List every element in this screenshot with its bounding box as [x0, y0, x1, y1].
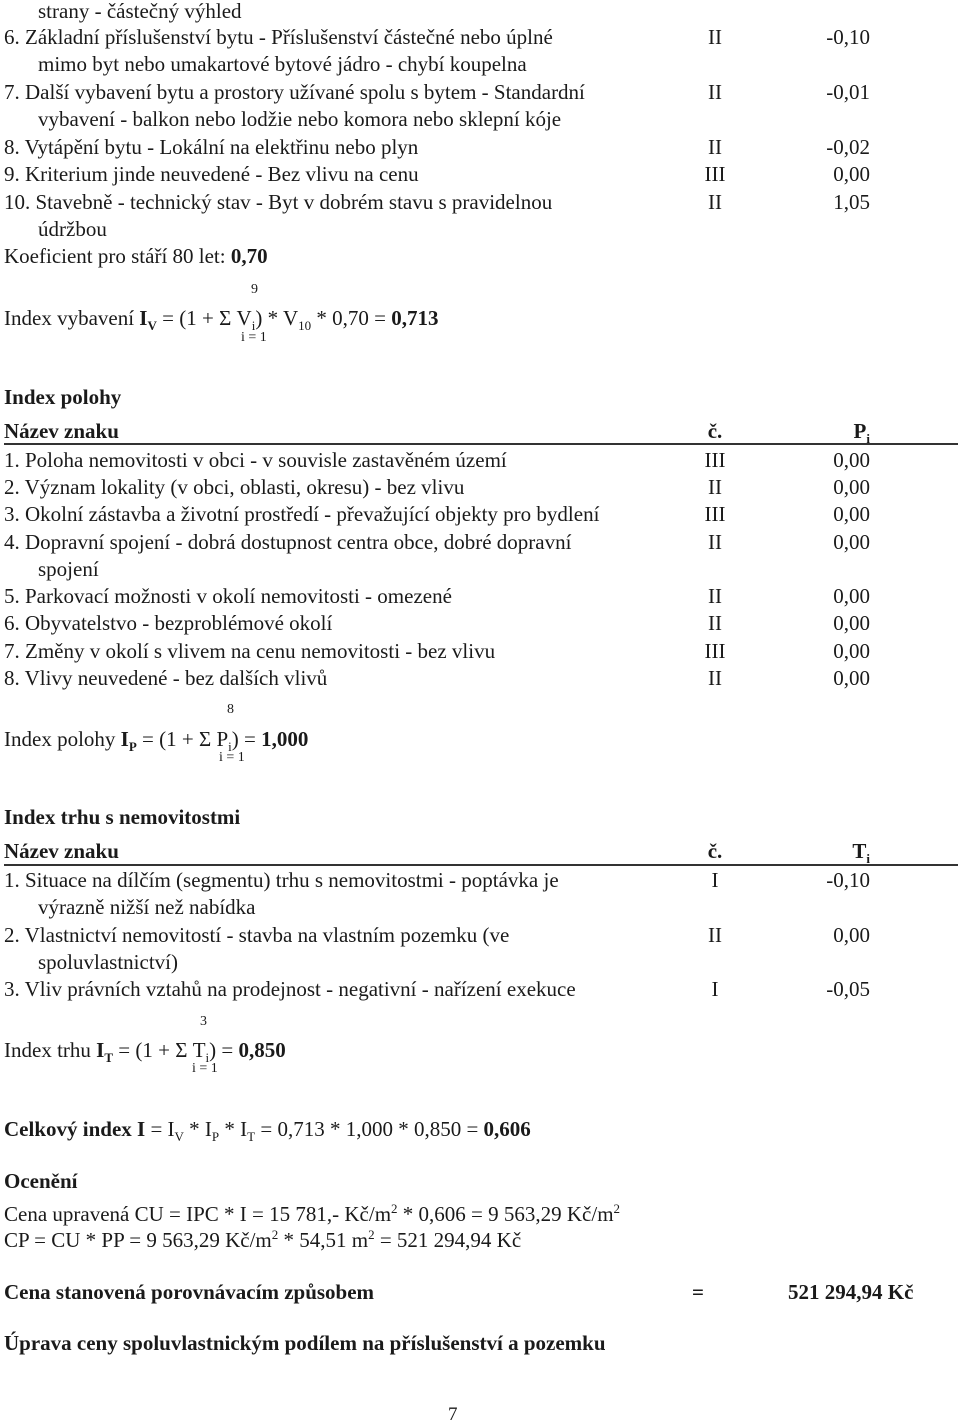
formula-term-sub: i	[251, 318, 256, 334]
sigma-icon: Σ	[219, 306, 232, 330]
valuation-line-cu	[4, 1201, 620, 1227]
sigma-icon: Σ	[198, 727, 212, 751]
row-text: 9. Kriterium jinde neuvedené - Bez vlivu na cenu	[4, 162, 419, 186]
formula-symbol-sub: P	[128, 739, 137, 755]
row-text: mimo byt nebo umakartové bytové jádro - chybí koupelna	[38, 52, 527, 76]
formula-result: 0,850	[238, 1038, 286, 1062]
formula-result: 1,000	[261, 727, 309, 751]
valuation-line-cp	[4, 1227, 521, 1253]
formula-result: 0,713	[391, 306, 439, 330]
total-sub-t: T	[247, 1129, 256, 1145]
cu-part-b: * 0,606 = 9 563,29 Kč/m	[402, 1202, 614, 1226]
valuation-title: Ocenění	[4, 1169, 78, 1193]
row-text: spoluvlastnictví)	[38, 950, 178, 974]
row-class: II	[708, 584, 722, 608]
row-class: II	[708, 475, 722, 499]
formula-eq: = (1 +	[118, 1038, 170, 1062]
row-value: 0,00	[833, 639, 870, 663]
age-coef-value: 0,70	[230, 244, 268, 268]
final-price-eq: =	[692, 1280, 704, 1304]
row-text: vybavení - balkon nebo lodžie nebo komora nebo sklepní kóje	[38, 107, 562, 131]
row-class: I	[711, 868, 719, 892]
row-text: údržbou	[38, 217, 107, 241]
formula-tail: * 0,70 =	[316, 306, 386, 330]
col-header-val	[750, 838, 870, 867]
formula-term: V	[236, 306, 252, 330]
cp-sup-1: 2	[271, 1227, 279, 1242]
row-text: 5. Parkovací možnosti v okolí nemovitosti - omezené	[4, 584, 452, 608]
row-text: 4. Dopravní spojení - dobrá dostupnost centra obce, dobré dopravní	[4, 530, 572, 554]
total-mul-2: * I	[224, 1117, 248, 1141]
row-value: -0,05	[826, 977, 870, 1001]
total-result: 0,606	[483, 1117, 531, 1141]
row-class: III	[704, 502, 726, 526]
total-label: Celkový index I	[4, 1117, 146, 1141]
row-class: II	[708, 923, 722, 947]
cu-sup-1: 2	[391, 1201, 398, 1216]
formula-symbol: I	[120, 727, 129, 751]
row-value: 0,00	[833, 611, 870, 635]
header-rule	[4, 443, 958, 445]
formula-index-trhu	[4, 1037, 286, 1066]
formula-eq: = (1 +	[142, 727, 194, 751]
col-header-no: č.	[707, 419, 723, 443]
formula-prefix: Index vybavení	[4, 306, 135, 330]
row-text: 3. Okolní zástavba a životní prostředí - převažující objekty pro bydlení	[4, 502, 600, 526]
formula-symbol-sub: T	[104, 1050, 114, 1066]
row-text: spojení	[38, 557, 99, 581]
page-number: 7	[448, 1404, 458, 1425]
cp-sup-2: 2	[368, 1227, 375, 1242]
row-class: II	[708, 135, 722, 159]
sum-bottom: i = 1	[241, 330, 267, 345]
row-class: II	[708, 530, 722, 554]
sum-top: 3	[200, 1014, 207, 1029]
sigma-icon: Σ	[175, 1038, 188, 1062]
col-val-sub: i	[866, 851, 870, 867]
formula-tail: ) =	[209, 1038, 234, 1062]
formula-prefix: Index polohy	[4, 727, 116, 751]
formula-symbol-sub: V	[147, 318, 157, 334]
header-rule	[4, 864, 958, 866]
col-header-name: Název znaku	[4, 419, 119, 443]
formula-tail: ) =	[231, 727, 256, 751]
row-text: strany - částečný výhled	[38, 0, 242, 23]
row-value: 1,05	[833, 190, 870, 214]
row-class: III	[704, 162, 726, 186]
col-val-symbol: P	[853, 419, 867, 443]
row-class: II	[708, 666, 722, 690]
formula-index-polohy	[4, 726, 309, 755]
row-value: 0,00	[833, 584, 870, 608]
col-header-no: č.	[707, 839, 723, 863]
col-val-sub: i	[866, 431, 870, 447]
cp-part-b: * 54,51 m	[283, 1228, 369, 1252]
adjustment-title: Úprava ceny spoluvlastnickým podílem na příslušenství a pozemku	[4, 1331, 606, 1355]
row-value: 0,00	[833, 448, 870, 472]
row-class: II	[708, 611, 722, 635]
final-price-label: Cena stanovená porovnávacím způsobem	[4, 1280, 375, 1304]
row-class: III	[704, 639, 726, 663]
row-class: II	[708, 190, 722, 214]
sum-bottom: i = 1	[219, 750, 245, 765]
row-text: 2. Vlastnictví nemovitostí - stavba na vlastním pozemku (ve	[4, 923, 510, 947]
total-sub-p: P	[211, 1129, 220, 1145]
sum-bottom: i = 1	[192, 1061, 218, 1076]
row-text: 1. Poloha nemovitosti v obci - v souvisle zastavěném území	[4, 448, 507, 472]
total-index	[4, 1116, 531, 1145]
final-price-value: 521 294,94 Kč	[788, 1280, 914, 1304]
col-header-name: Název znaku	[4, 839, 119, 863]
row-text: 6. Obyvatelstvo - bezproblémové okolí	[4, 611, 333, 635]
cp-part-c: = 521 294,94 Kč	[379, 1228, 522, 1252]
row-text: 1. Situace na dílčím (segmentu) trhu s nemovitostmi - poptávka je	[4, 868, 559, 892]
cp-part-a: CP = CU * PP = 9 563,29 Kč/m	[4, 1228, 272, 1252]
row-value: 0,00	[833, 923, 870, 947]
row-value: 0,00	[833, 162, 870, 186]
row-text: 8. Vytápění bytu - Lokální na elektřinu nebo plyn	[4, 135, 419, 159]
sum-top: 9	[251, 282, 258, 297]
section-title-polohy: Index polohy	[4, 385, 122, 409]
total-sub-v: V	[174, 1129, 184, 1145]
cu-part-a: Cena upravená CU = IPC * I = 15 781,- Kč/m	[4, 1202, 392, 1226]
total-tail: = 0,713 * 1,000 * 0,850 =	[260, 1117, 479, 1141]
formula-term-sub: i	[205, 1050, 210, 1066]
row-text: 10. Stavebně - technický stav - Byt v dobrém stavu s pravidelnou	[4, 190, 553, 214]
sum-top: 8	[227, 702, 234, 717]
age-coef-label: Koeficient pro stáří 80 let:	[4, 244, 226, 268]
formula-term: P	[216, 727, 229, 751]
col-val-symbol: T	[852, 839, 867, 863]
formula-symbol: I	[96, 1038, 105, 1062]
row-text: 8. Vlivy neuvedené - bez dalších vlivů	[4, 666, 328, 690]
cu-sup-2: 2	[613, 1201, 621, 1216]
row-text: 3. Vliv právních vztahů na prodejnost - negativní - nařízení exekuce	[4, 977, 576, 1001]
formula-term: T	[192, 1038, 206, 1062]
row-value: 0,00	[833, 475, 870, 499]
formula-index-vybaveni	[4, 305, 439, 334]
row-text: 2. Význam lokality (v obci, oblasti, okresu) - bez vlivu	[4, 475, 465, 499]
formula-symbol: I	[139, 306, 148, 330]
age-coefficient	[4, 243, 268, 269]
total-expr: = I	[150, 1117, 175, 1141]
row-value: -0,10	[826, 868, 870, 892]
row-class: II	[708, 25, 722, 49]
row-text: 7. Změny v okolí s vlivem na cenu nemovitosti - bez vlivu	[4, 639, 496, 663]
section-title-trhu: Index trhu s nemovitostmi	[4, 805, 241, 829]
formula-rest-sub: 10	[298, 318, 312, 334]
formula-term-sub: i	[228, 739, 232, 755]
row-text: 6. Základní příslušenství bytu - Příslušenství částečné nebo úplné	[4, 25, 553, 49]
formula-eq: = (1 +	[162, 306, 214, 330]
row-text: 7. Další vybavení bytu a prostory užívané spolu s bytem - Standardní	[4, 80, 585, 104]
formula-rest: ) * V	[255, 306, 299, 330]
row-class: I	[711, 977, 719, 1001]
row-value: 0,00	[833, 530, 870, 554]
total-mul-1: * I	[189, 1117, 212, 1141]
row-class: II	[708, 80, 722, 104]
row-value: -0,01	[826, 80, 870, 104]
col-header-val	[750, 418, 870, 447]
row-value: 0,00	[833, 666, 870, 690]
row-value: -0,10	[826, 25, 870, 49]
row-text: výrazně nižší než nabídka	[38, 895, 256, 919]
row-value: 0,00	[833, 502, 870, 526]
row-value: -0,02	[826, 135, 870, 159]
formula-prefix: Index trhu	[4, 1038, 91, 1062]
row-class: III	[704, 448, 726, 472]
